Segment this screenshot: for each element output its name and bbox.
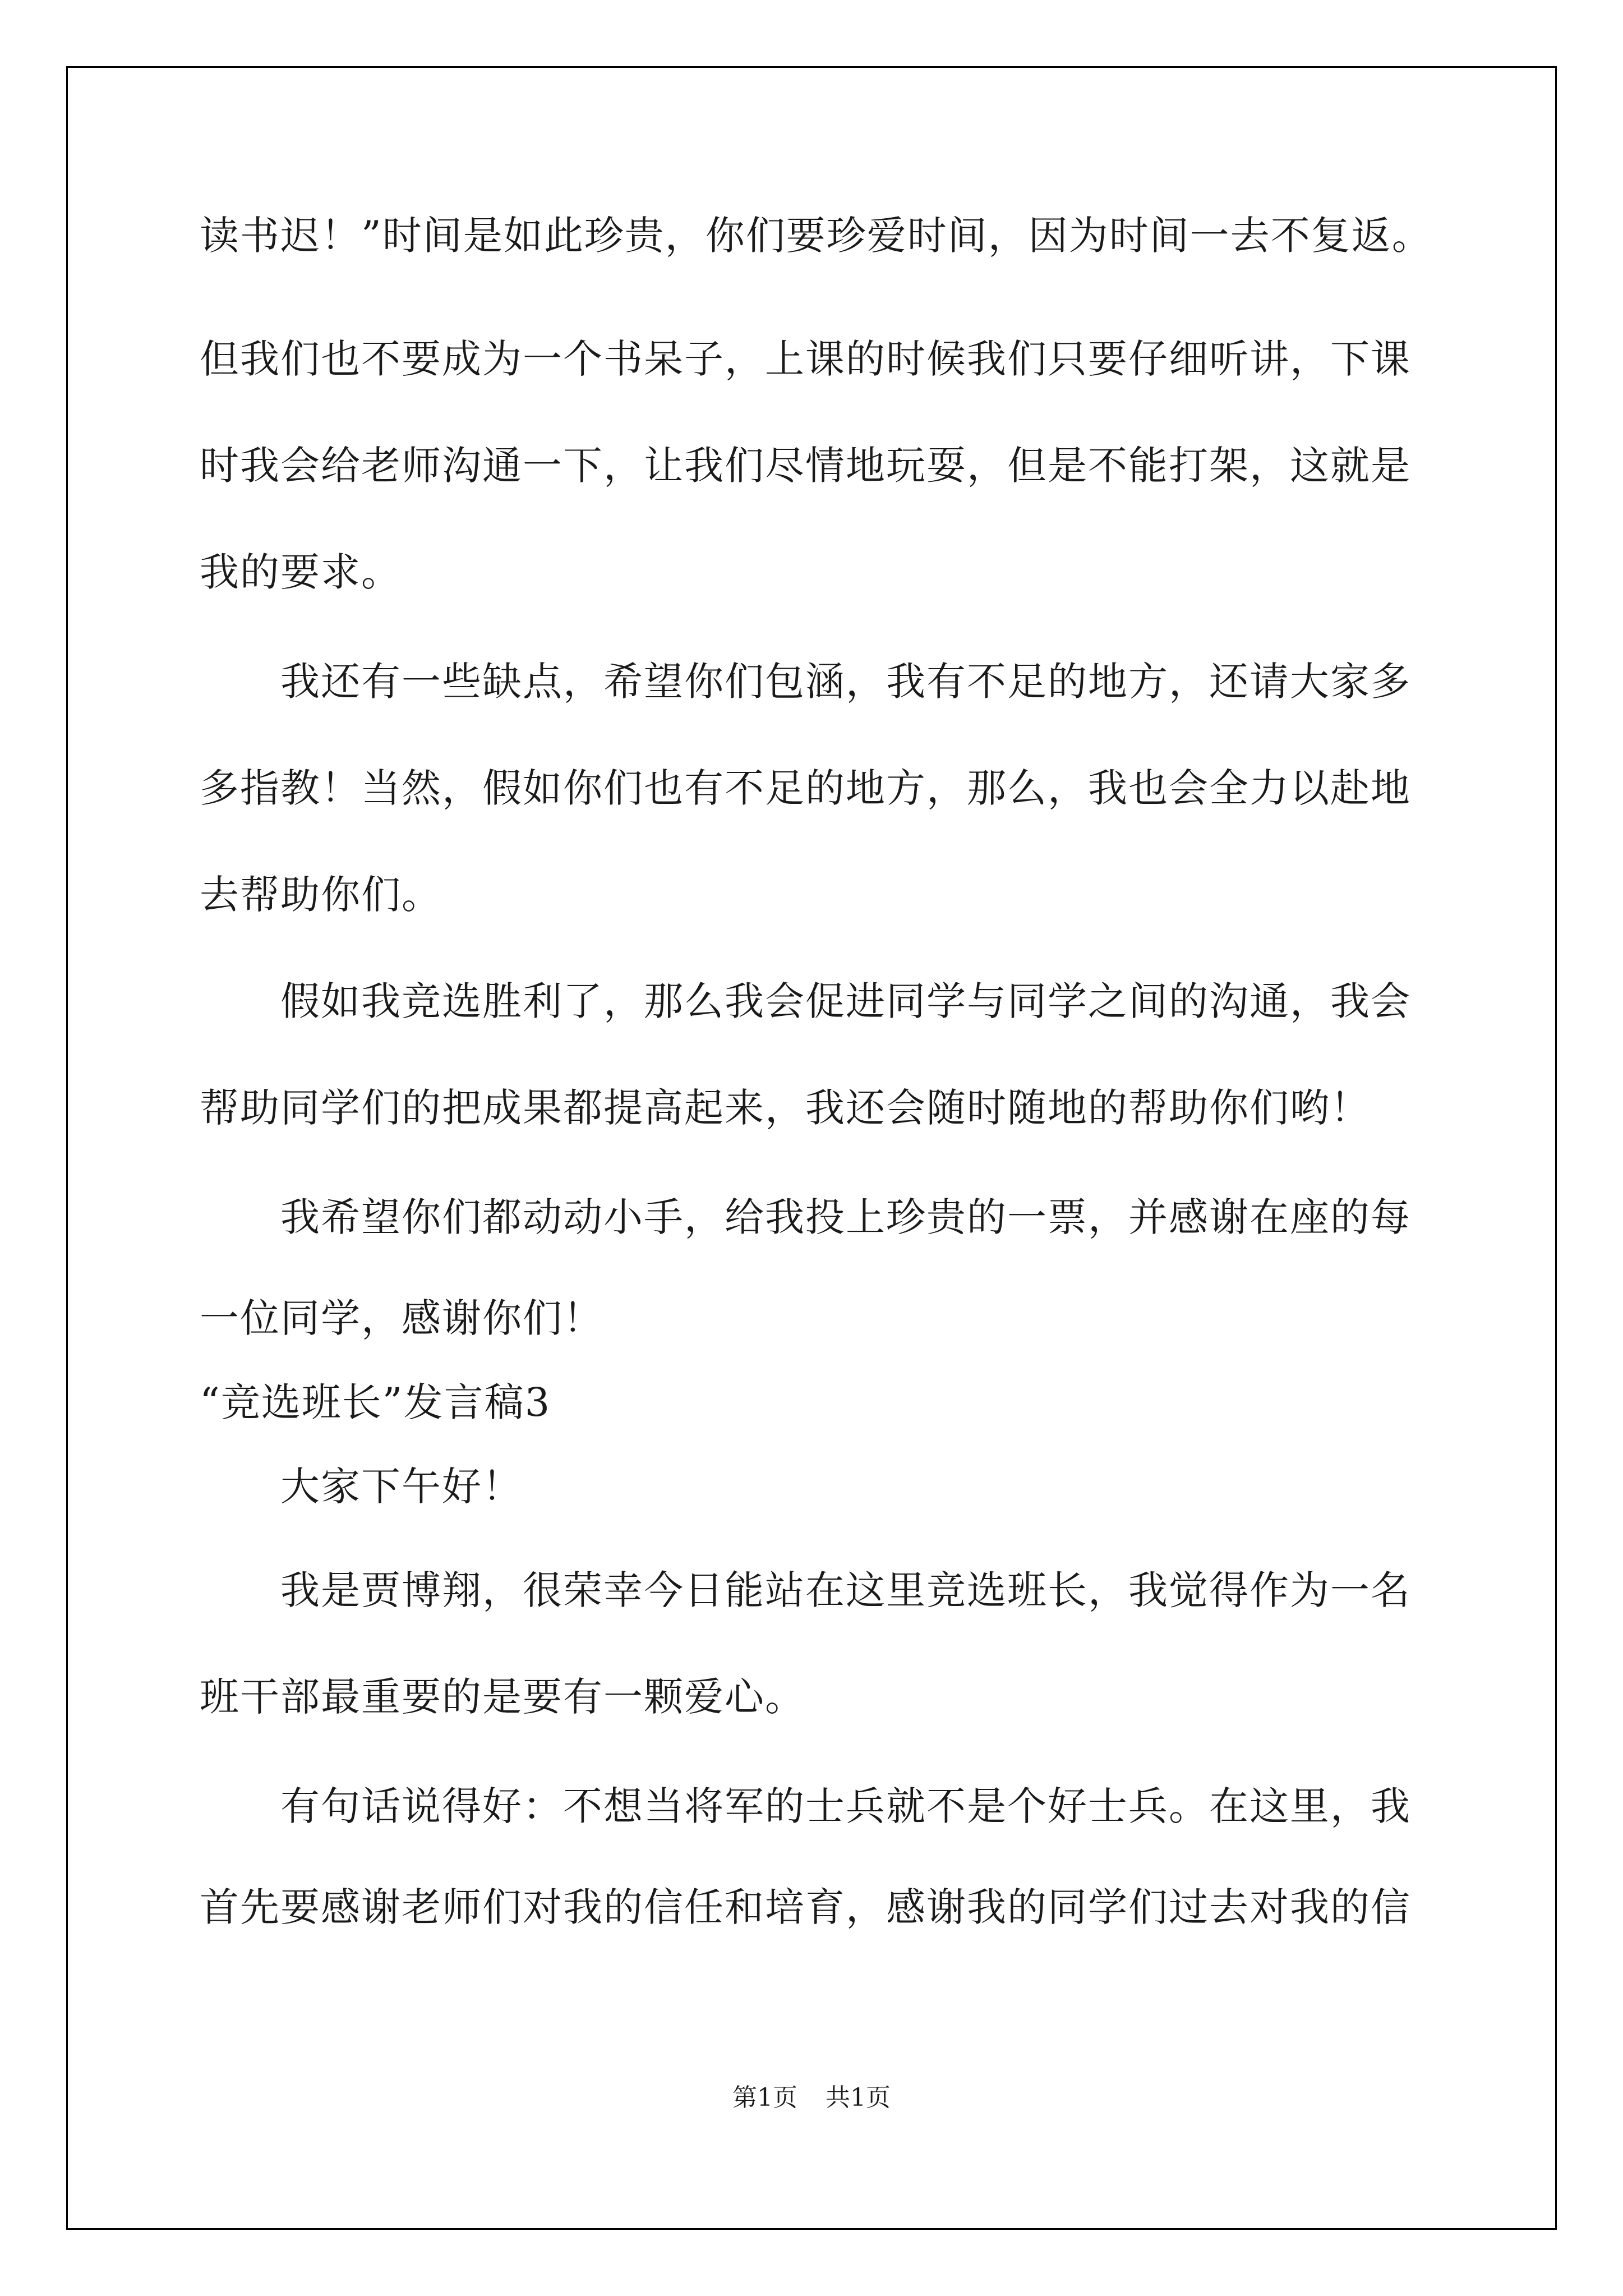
page-number: 第1页 [732, 2083, 797, 2112]
body-text-line: 时我会给老师沟通一下，让我们尽情地玩耍，但是不能打架，这就是 [200, 443, 1411, 489]
body-text-line: 班干部最重要的是要有一颗爱心。 [200, 1674, 805, 1720]
body-text-line: 读书迟！”时间是如此珍贵，你们要珍爱时间，因为时间一去不复返。 [200, 213, 1432, 259]
page-footer [0, 2081, 1623, 2115]
paragraph-first-line: 假如我竞选胜利了，那么我会促进同学与同学之间的沟通，我会 [280, 978, 1411, 1024]
body-text-line: 一位同学，感谢你们！ [200, 1295, 603, 1341]
body-text-line: 多指教！当然，假如你们也有不足的地方，那么，我也会全力以赴地 [200, 765, 1411, 811]
paragraph-first-line: 我还有一些缺点，希望你们包涵，我有不足的地方，还请大家多 [280, 659, 1411, 705]
section-heading: “竞选班长”发言稿3 [200, 1379, 551, 1425]
body-text-line: 首先要感谢老师们对我的信任和培育，感谢我的同学们过去对我的信 [200, 1884, 1411, 1930]
body-text-line: 去帮助你们。 [200, 872, 442, 918]
body-text-line: 帮助同学们的把成果都提高起来，我还会随时随地的帮助你们哟！ [200, 1085, 1371, 1131]
paragraph-first-line: 我是贾博翔，很荣幸今日能站在这里竞选班长，我觉得作为一名 [280, 1567, 1411, 1613]
page-total: 共1页 [826, 2083, 891, 2112]
greeting-line: 大家下午好！ [280, 1464, 523, 1510]
paragraph-first-line: 我希望你们都动动小手，给我投上珍贵的一票，并感谢在座的每 [280, 1194, 1411, 1240]
paragraph-first-line: 有句话说得好：不想当将军的士兵就不是个好士兵。在这里，我 [280, 1783, 1411, 1829]
body-text-line: 我的要求。 [200, 549, 402, 595]
body-text-line: 但我们也不要成为一个书呆子，上课的时候我们只要仔细听讲，下课 [200, 336, 1411, 382]
